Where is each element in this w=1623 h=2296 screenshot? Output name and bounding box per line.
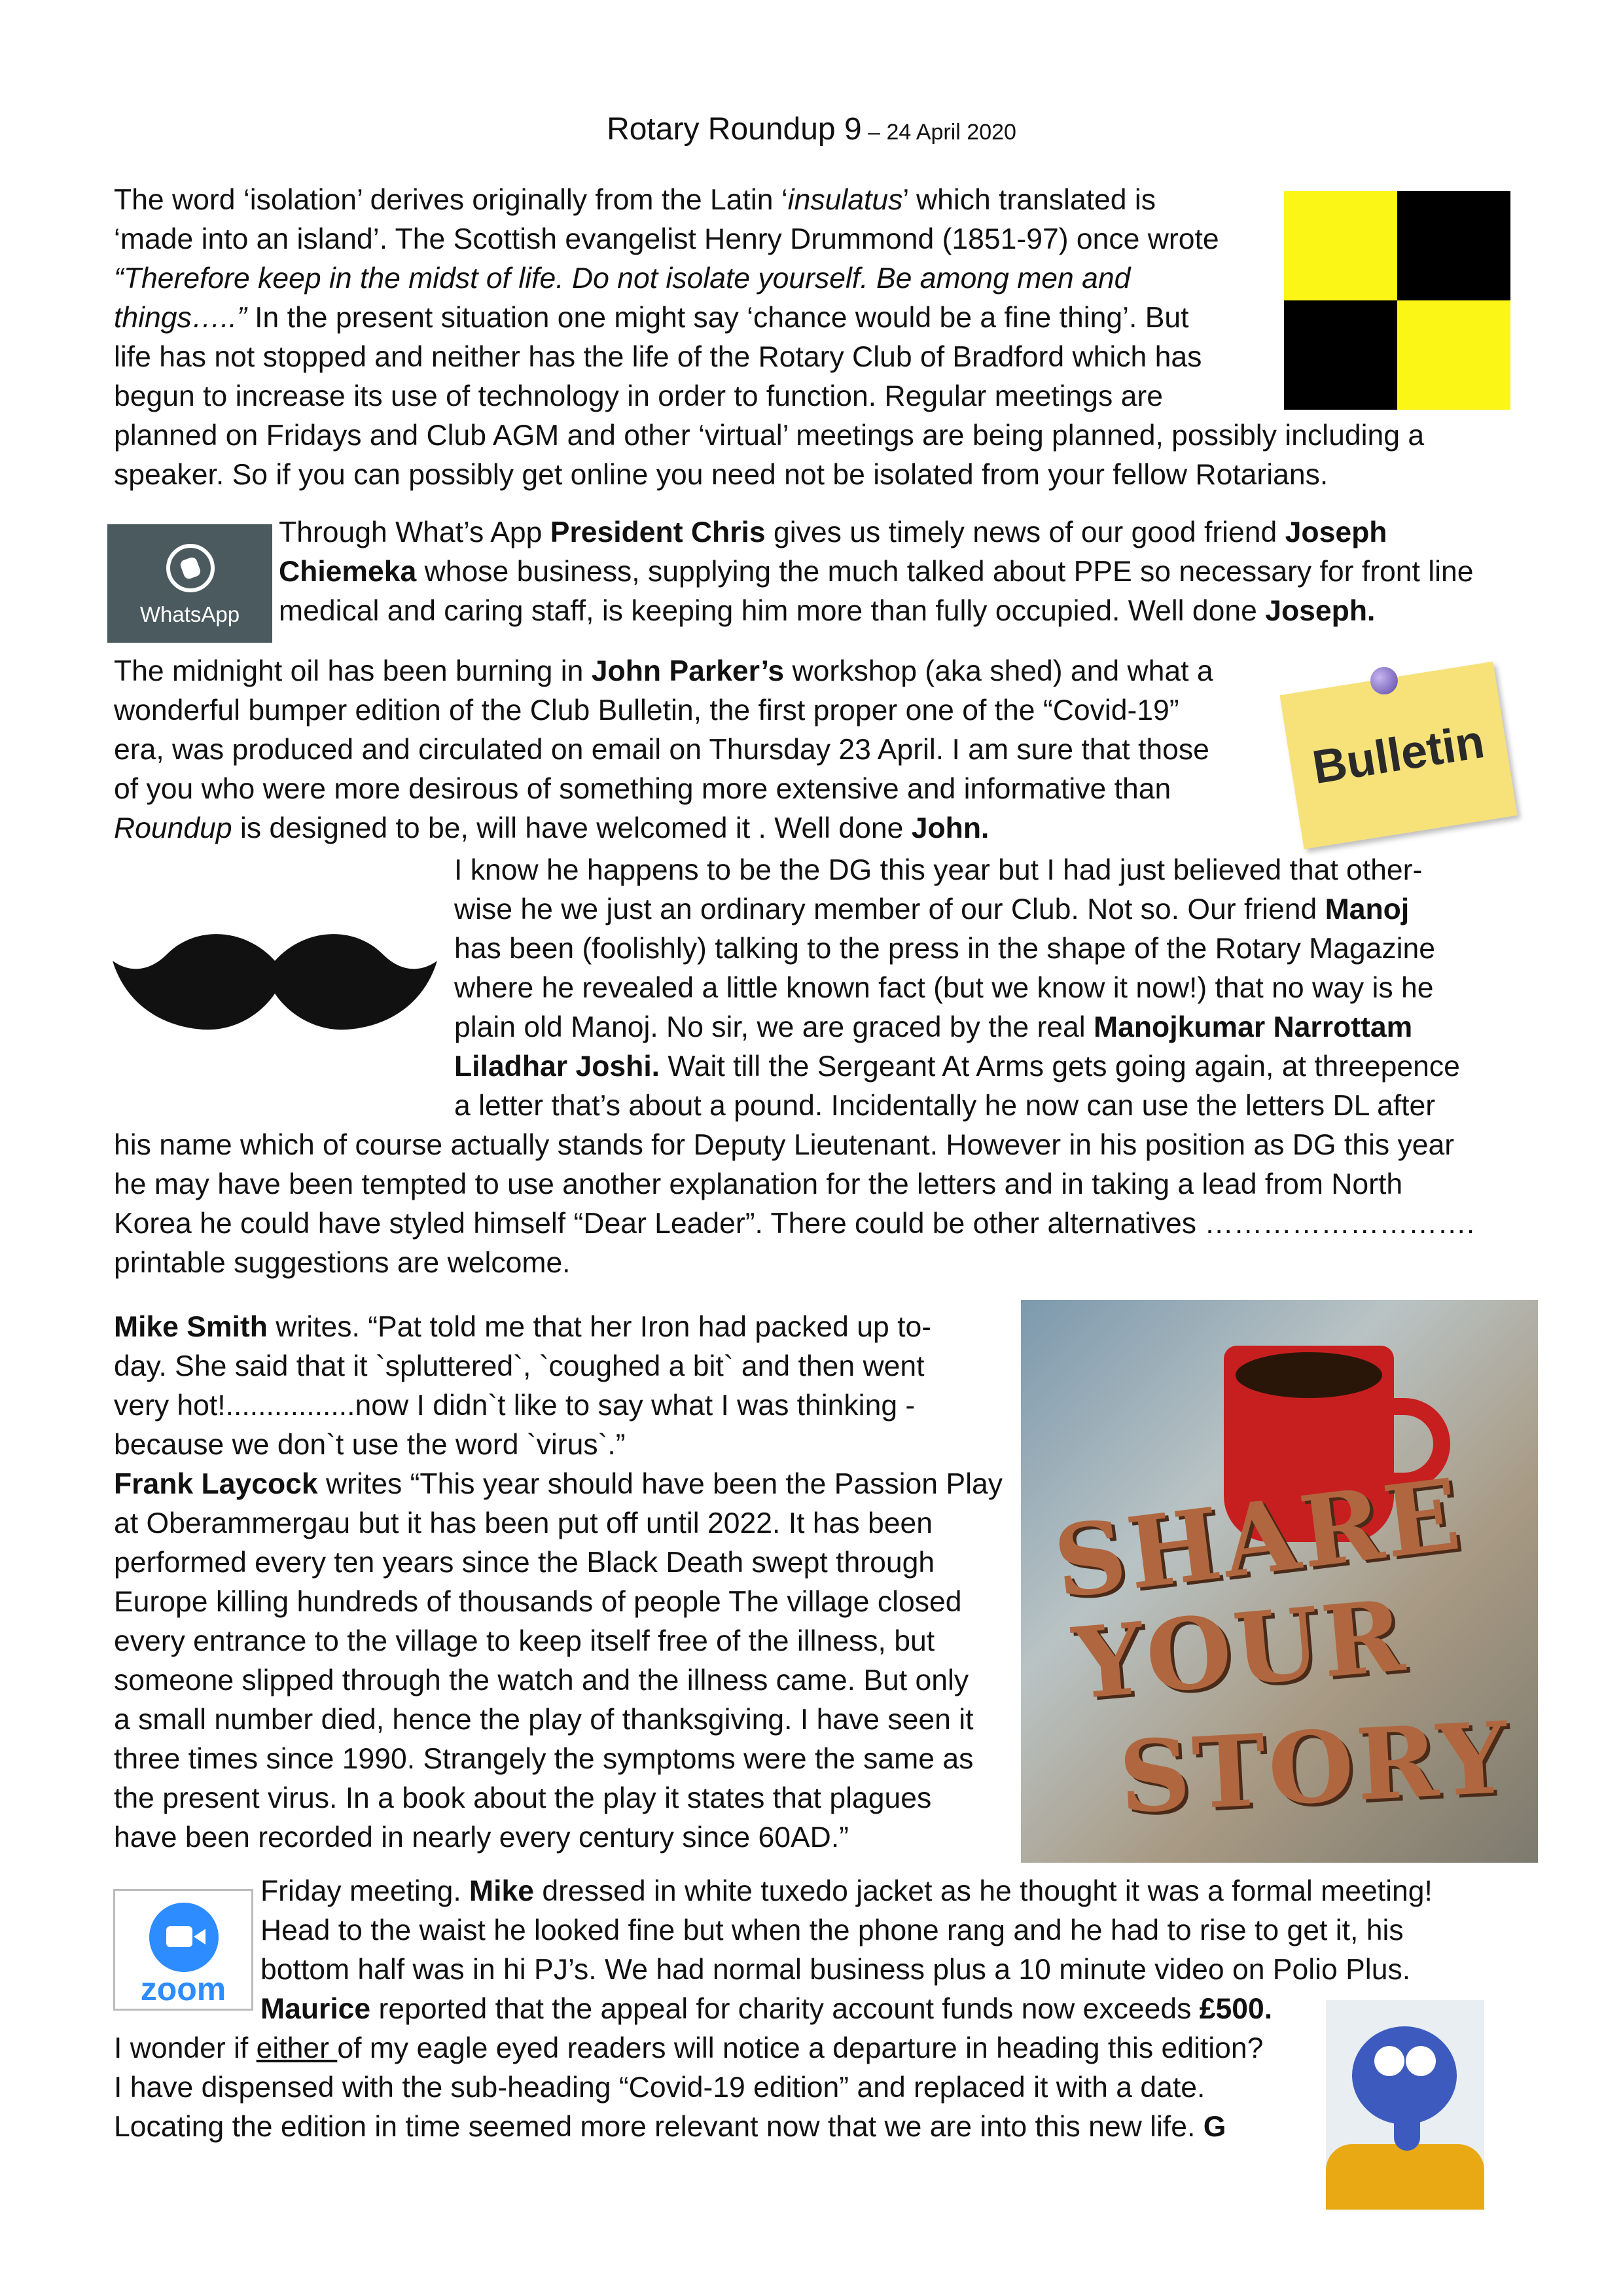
- para6-line2: Head to the waist he looked fine but when the phone rang and he had to rise to get it, his: [260, 1914, 1404, 1946]
- para4-line8: his name which of course actually stands for Deputy Lieutenant. However in his position as DG this year: [114, 1129, 1455, 1161]
- zoom-camera-icon: [149, 1903, 219, 1972]
- para5-line9: every entrance to the village to keep itself free of the illness, but: [114, 1625, 935, 1657]
- muppet-character-image: [1326, 2000, 1484, 2210]
- para4-line7: a letter that’s about a pound. Incidentally he now can use the letters DL after: [454, 1090, 1436, 1122]
- para5-line7: performed every ten years since the Black Death swept through: [114, 1547, 935, 1579]
- para3-line1: The midnight oil has been burning in John Parker’s workshop (aka shed) and what a: [114, 655, 1213, 687]
- para4-line5: plain old Manoj. No sir, we are graced by the real Manojkumar Narrottam: [454, 1011, 1413, 1043]
- para5-line14: have been recorded in nearly every century since 60AD.”: [114, 1821, 849, 1854]
- para7-line1: I wonder if either of my eagle eyed readers will notice a departure in heading this edition?: [114, 2032, 1264, 2064]
- para4-line2: wise he we just an ordinary member of our Club. Not so. Our friend Manoj: [454, 893, 1410, 925]
- para1-line1: The word ‘isolation’ derives originally from the Latin ‘insulatus’ which translated is: [114, 184, 1156, 216]
- para5-line1: Mike Smith writes. “Pat told me that her Iron had packed up to-: [114, 1311, 932, 1343]
- para6-line4: Maurice reported that the appeal for charity account funds now exceeds £500.: [260, 1993, 1273, 2025]
- whatsapp-logo-label: WhatsApp: [139, 602, 240, 626]
- para5-line12: three times since 1990. Strangely the symptoms were the same as: [114, 1743, 974, 1775]
- title-main: Rotary Roundup 9: [607, 112, 862, 147]
- para1-line5: life has not stopped and neither has the life of the Rotary Club of Bradford which has: [114, 341, 1202, 373]
- para5-line4: because we don`t use the word `virus`.”: [114, 1429, 626, 1461]
- para2-line3: medical and caring staff, is keeping him more than fully occupied. Well done Joseph.: [279, 595, 1376, 627]
- page-title: [0, 110, 1623, 152]
- para4-line11: printable suggestions are welcome.: [114, 1247, 571, 1279]
- para1-line7: planned on Fridays and Club AGM and other ‘virtual’ meetings are being planned, possibly including a: [114, 420, 1425, 452]
- pushpin-icon: [1368, 665, 1400, 696]
- para4-line4: where he revealed a little known fact (but we know it now!) that no way is he: [454, 972, 1434, 1004]
- para1-line6: begun to increase its use of technology in order to function. Regular meetings are: [114, 380, 1163, 412]
- story-word-story: STORY: [1116, 1700, 1513, 1836]
- para7-line3: Locating the edition in time seemed more relevant now that we are into this new life. G: [114, 2111, 1226, 2143]
- title-date: – 24 April 2020: [861, 120, 1016, 145]
- para7-line2: I have dispensed with the sub-heading “Covid-19 edition” and replaced it with a date.: [114, 2072, 1205, 2104]
- bulletin-label: Bulletin: [1309, 715, 1488, 795]
- share-your-story-image: [1021, 1300, 1538, 1863]
- para1-line8: speaker. So if you can possibly get online you need not be isolated from your fellow Rotarians.: [114, 459, 1329, 491]
- para5-line11: a small number died, hence the play of thanksgiving. I have seen it: [114, 1704, 974, 1736]
- para1-line2: ‘made into an island’. The Scottish evangelist Henry Drummond (1851-97) once wrote: [114, 223, 1219, 255]
- para1-line4: things…..” In the present situation one might say ‘chance would be a fine thing’. But: [114, 302, 1189, 334]
- para4-line6: Liladhar Joshi. Wait till the Sergeant At Arms gets going again, at threepence: [454, 1050, 1460, 1083]
- para2-line2: Chiemeka whose business, supplying the much talked about PPE so necessary for front line: [279, 556, 1474, 588]
- para1-line3: “Therefore keep in the midst of life. Do not isolate yourself. Be among men and: [114, 262, 1131, 295]
- story-word-your: YOUR: [1069, 1578, 1411, 1722]
- whatsapp-logo: [107, 524, 272, 643]
- black-yellow-flag-image: [1284, 191, 1510, 410]
- para5-line8: Europe killing hundreds of thousands of people The village closed: [114, 1586, 962, 1618]
- para4-line9: he may have been tempted to use another explanation for the letters and in taking a lead from North: [114, 1168, 1403, 1200]
- whatsapp-icon: [166, 544, 215, 592]
- para4-line3: has been (foolishly) talking to the press in the shape of the Rotary Magazine: [454, 933, 1436, 965]
- para3-line5: Roundup is designed to be, will have welcomed it . Well done John.: [114, 812, 990, 844]
- bulletin-sticky-note: [1279, 662, 1517, 850]
- para4-line10: Korea he could have styled himself “Dear Leader”. There could be other alternatives ……………………….: [114, 1208, 1475, 1240]
- para5-line3: very hot!................now I didn`t like to say what I was thinking -: [114, 1390, 916, 1422]
- para3-line4: of you who were more desirous of something more extensive and informative than: [114, 773, 1171, 805]
- para5-line6: at Oberammergau but it has been put off until 2022. It has been: [114, 1507, 933, 1539]
- para5-line10: someone slipped through the watch and the illness came. But only: [114, 1664, 969, 1696]
- para5-line13: the present virus. In a book about the play it states that plagues: [114, 1782, 932, 1814]
- para6-line3: bottom half was in hi PJ’s. We had normal business plus a 10 minute video on Polio Plus.: [260, 1954, 1411, 1986]
- zoom-logo: [113, 1889, 253, 2011]
- para3-line3: era, was produced and circulated on email on Thursday 23 April. I am sure that those: [114, 734, 1209, 766]
- para2-line1: Through What’s App President Chris gives us timely news of our good friend Joseph: [279, 516, 1387, 548]
- para4-line1: I know he happens to be the DG this year but I had just believed that other-: [454, 854, 1423, 886]
- para3-line2: wonderful bumper edition of the Club Bulletin, the first proper one of the “Covid-19”: [114, 694, 1179, 726]
- mustache-image: [105, 915, 445, 1066]
- zoom-logo-label: zoom: [140, 1971, 226, 2007]
- story-word-share: SHARE: [1048, 1456, 1469, 1621]
- para5-line5: Frank Laycock writes “This year should have been the Passion Play: [114, 1468, 1003, 1500]
- para6-line1: Friday meeting. Mike dressed in white tuxedo jacket as he thought it was a formal meeting!: [260, 1875, 1433, 1907]
- para5-line2: day. She said that it `spluttered`, `coughed a bit` and then went: [114, 1350, 925, 1382]
